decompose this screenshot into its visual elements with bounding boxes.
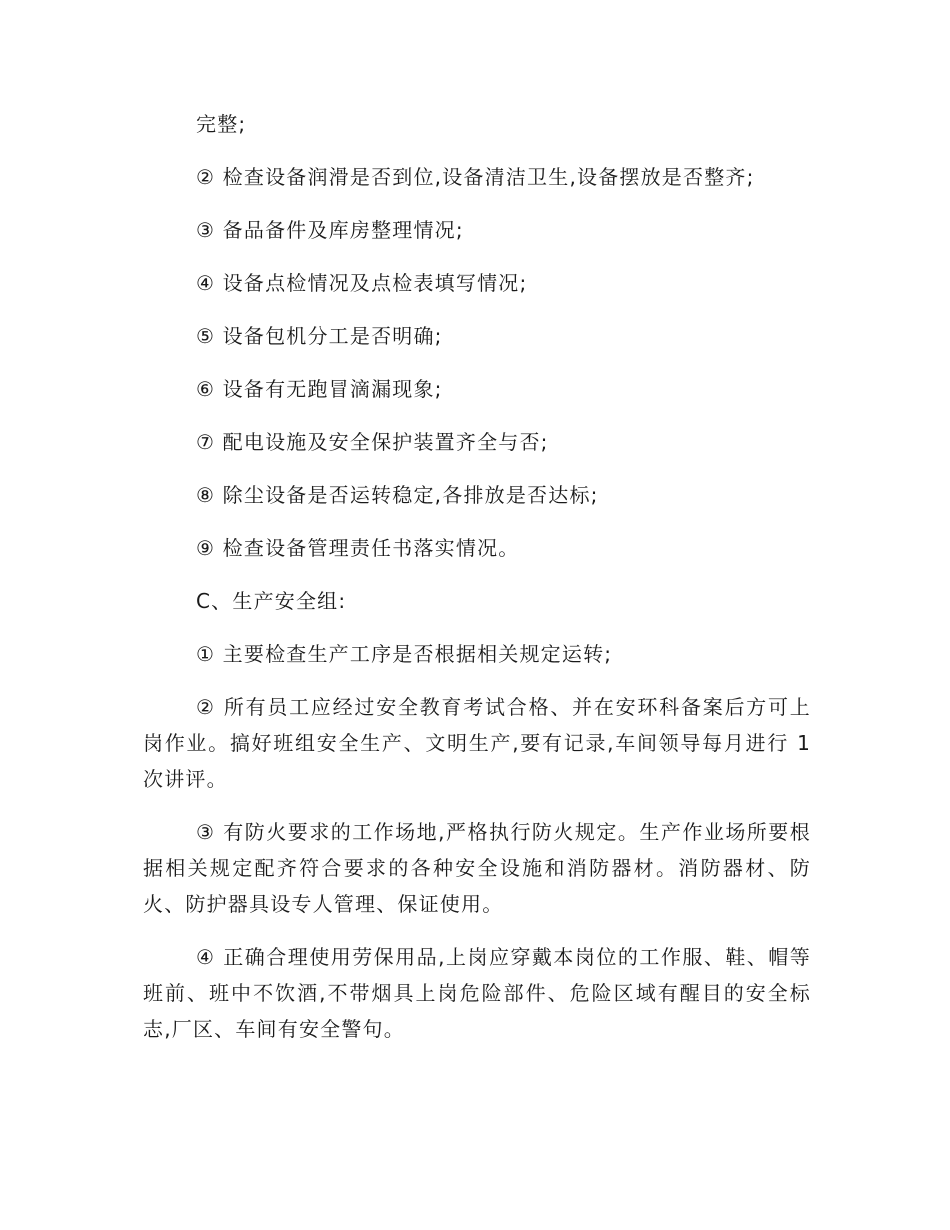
list-item-4-spot-check: ④ 设备点检情况及点检表填写情况; bbox=[196, 271, 528, 295]
list-item-2-equipment-lubrication: ② 检查设备润滑是否到位,设备清洁卫生,设备摆放是否整齐; bbox=[196, 165, 755, 189]
list-item-8-dust-removal: ⑧ 除尘设备是否运转稳定,各排放是否达标; bbox=[196, 483, 599, 507]
section-heading-production-safety: C、生产安全组: bbox=[196, 589, 347, 613]
paragraph-continuation: 完整; bbox=[196, 112, 247, 136]
document-body bbox=[143, 106, 811, 1064]
list-item-9-responsibility: ⑨ 检查设备管理责任书落实情况。 bbox=[196, 536, 520, 560]
list-item-5-division-of-work: ⑤ 设备包机分工是否明确; bbox=[196, 324, 443, 348]
list-item-7-power-distribution: ⑦ 配电设施及安全保护装置齐全与否; bbox=[196, 430, 549, 454]
list-item-2-safety-education: ② 所有员工应经过安全教育考试合格、并在安环科备案后方可上岗作业。搞好班组安全生产、文明生产,要有记录,车间领导每月进行 1 次讲评。 bbox=[143, 695, 811, 791]
list-item-4-protective-equipment: ④ 正确合理使用劳保用品,上岗应穿戴本岗位的工作服、鞋、帽等班前、班中不饮酒,不带烟具上岗危险部件、危险区域有醒目的安全标志,厂区、车间有安全警句。 bbox=[143, 945, 811, 1041]
list-item-3-fire-prevention: ③ 有防火要求的工作场地,严格执行防火规定。生产作业场所要根据相关规定配齐符合要求的各种安全设施和消防器材。消防器材、防火、防护器具设专人管理、保证使用。 bbox=[143, 820, 811, 916]
list-item-6-leakage: ⑥ 设备有无跑冒滴漏现象; bbox=[196, 377, 443, 401]
list-item-1-production-process: ① 主要检查生产工序是否根据相关规定运转; bbox=[196, 642, 613, 666]
list-item-3-spare-parts: ③ 备品备件及库房整理情况; bbox=[196, 218, 464, 242]
